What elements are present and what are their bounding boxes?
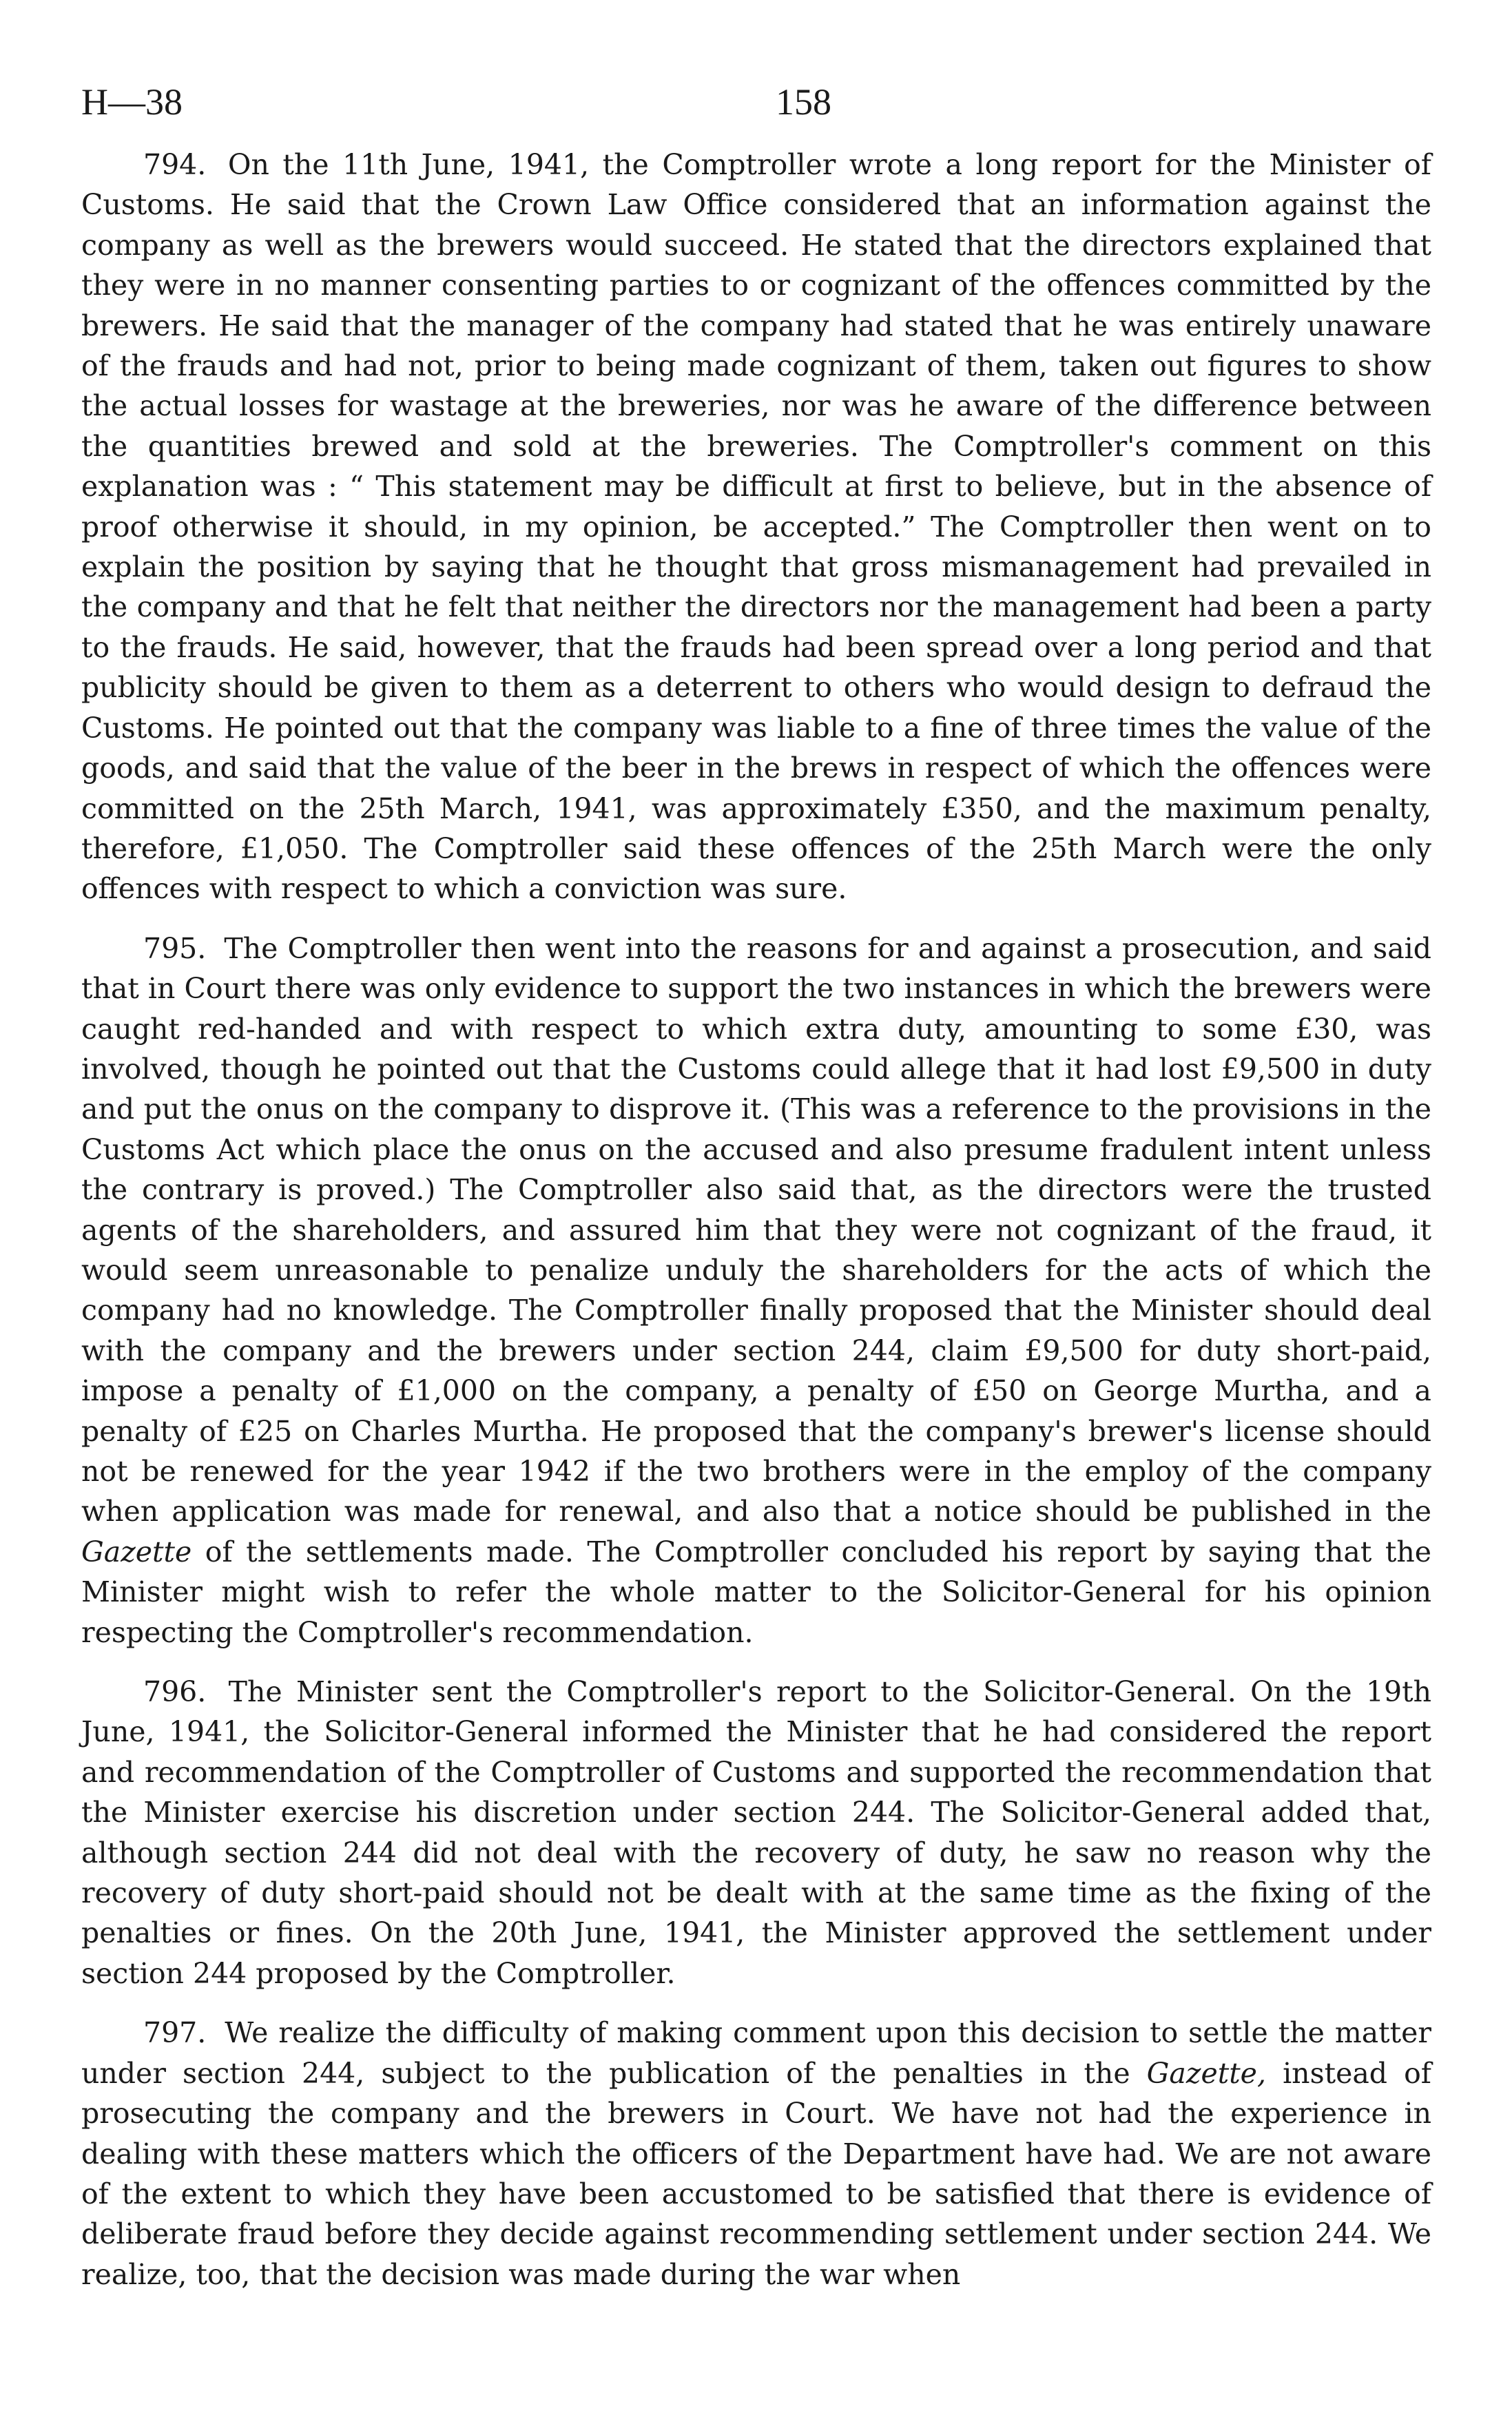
paragraph-number: 794. bbox=[143, 148, 207, 181]
paragraph-number: 795. bbox=[143, 931, 207, 965]
paragraph-796 bbox=[81, 1672, 1431, 1993]
paragraph-795 bbox=[81, 929, 1431, 1652]
paragraph-797 bbox=[81, 2013, 1431, 2294]
paragraph-text: On the 11th June, 1941, the Comptroller wrote a long report for the Minister of Customs. He said that the Crown Law Office considered that an information against the company as well as the brewers would succeed. He stated that the directors explained that they were in no manner consenting parties to or cognizant of the offences committed by the brewers. He said that the manager of the company had stated that he was entirely unaware of the frauds and had not, prior to being made cognizant of them, taken out figures to show the actual losses for wastage at the breweries, nor was he aware of the difference between the quantities brewed and sold at the breweries. The Comptroller's comment on this explanation was : “ This statement may be difficult at first to believe, but in the absence of proof otherwise it should, in my opinion, be accepted.” The Comptroller then went on to explain the position by saying that he thought that gross mismanagement had prevailed in the company and that he felt that neither the directors nor the management had been a party to the frauds. He said, however, that the frauds had been spread over a long period and that publicity should be given to them as a deterrent to others who would design to defraud the Customs. He pointed out that the company was liable to a fine of three times the value of the goods, and said that the value of the beer in the brews in respect of which the offences were committed on the 25th March, 1941, was approximately £350, and the maximum penalty, therefore, £1,050. The Comptroller said these offences of the 25th March were the only offences with respect to which a conviction was sure. bbox=[81, 148, 1431, 906]
gazette-italic: Gazette, bbox=[1146, 2056, 1266, 2090]
document-reference: H—38 bbox=[81, 81, 183, 123]
paragraph-794 bbox=[81, 145, 1431, 909]
paragraph-text: We realize the difficulty of making comment upon this decision to settle the matter under section 244, subject to the publication of the penalties in the bbox=[81, 2016, 1432, 2090]
page-header bbox=[81, 74, 1431, 129]
document-body bbox=[81, 145, 1431, 2314]
gazette-italic: Gazette bbox=[81, 1535, 192, 1568]
paragraph-text-continued: instead of prosecuting the company and the brewers in Court. We have not had the experience in dealing with these matters which the officers of the Department have had. We are not aware of the extent to which they have been accustomed to be satisfied that there is evidence of deliberate fraud before they decide against recommending settlement under section 244. We realize, too, that the decision was made during the war when bbox=[81, 2056, 1431, 2291]
paragraph-number: 797. bbox=[143, 2016, 207, 2050]
paragraph-text-continued: of the settlements made. The Comptroller concluded his report by saying that the Minister might wish to refer the whole matter to the Solicitor-General for his opinion respecting the Comptroller's recommendation. bbox=[81, 1535, 1431, 1649]
paragraph-text: The Minister sent the Comptroller's report to the Solicitor-General. On the 19th June, 1941, the Solicitor-General informed the Minister that he had considered the report and recommendation of the Comptroller of Customs and supported the recommendation that the Minister exercise his discretion under section 244. The Solicitor-General added that, although section 244 did not deal with the recovery of duty, he saw no reason why the recovery of duty short-paid should not be dealt with at the same time as the fixing of the penalties or fines. On the 20th June, 1941, the Minister approved the settlement under section 244 proposed by the Comptroller. bbox=[81, 1675, 1431, 1990]
paragraph-text: The Comptroller then went into the reasons for and against a prosecution, and said that in Court there was only evidence to support the two instances in which the brewers were caught red-handed and with respect to which extra duty, amounting to some £30, was involved, though he pointed out that the Customs could allege that it had lost £9,500 in duty and put the onus on the company to disprove it. (This was a reference to the provisions in the Customs Act which place the onus on the accused and also presume fradulent intent unless the contrary is proved.) The Comptroller also said that, as the directors were the trusted agents of the shareholders, and assured him that they were not cognizant of the fraud, it would seem unreasonable to penalize unduly the shareholders for the acts of which the company had no knowledge. The Comptroller finally proposed that the Minister should deal with the company and the brewers under section 244, claim £9,500 for duty short-paid, impose a penalty of £1,000 on the company, a penalty of £50 on George Murtha, and a penalty of £25 on Charles Murtha. He proposed that the company's brewer's license should not be renewed for the year 1942 if the two brothers were in the employ of the company when application was made for renewal, and also that a notice should be published in the bbox=[81, 931, 1431, 1529]
paragraph-number: 796. bbox=[143, 1675, 207, 1709]
page-number: 158 bbox=[776, 81, 831, 123]
